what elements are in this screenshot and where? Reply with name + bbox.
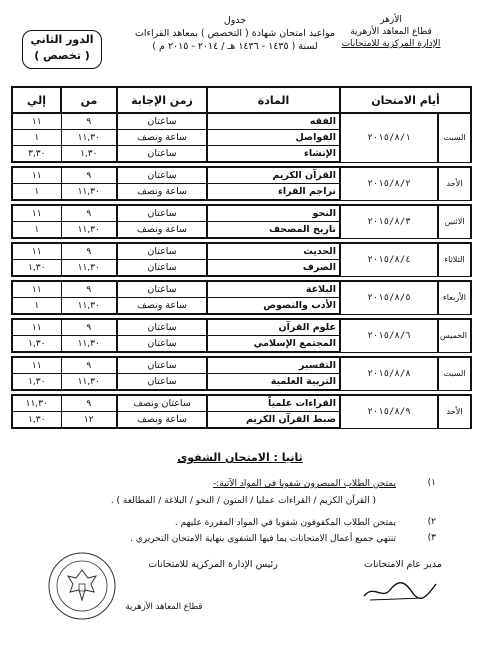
- header-from: من: [61, 87, 117, 113]
- from-time-cell: ٩: [61, 319, 117, 336]
- title-line-1: جدول: [223, 15, 247, 26]
- exam-date: ٢٠١٥/٨/٥: [340, 281, 438, 314]
- exam-day: الأحد: [438, 167, 471, 200]
- exam-date: ٢٠١٥/٨/٨: [340, 357, 438, 390]
- from-time-cell: ١١,٣٠: [61, 336, 117, 353]
- duration-cell: ساعتان: [117, 319, 207, 336]
- exam-round-label: الدور الثاني: [30, 33, 94, 46]
- from-time-cell: ١١,٣٠: [61, 130, 117, 146]
- exam-date: ٢٠١٥/٨/٢: [340, 167, 438, 200]
- duration-cell: ساعتان: [117, 146, 207, 163]
- from-time-cell: ٩: [61, 113, 117, 130]
- table-row: [12, 113, 471, 130]
- from-time-cell: ١١,٣٠: [61, 184, 117, 201]
- duration-cell: ساعتان: [117, 113, 207, 130]
- duration-cell: ساعة ونصف: [117, 298, 207, 315]
- to-time-cell: ١١: [12, 167, 61, 184]
- subject-cell: الأدب والنصوص: [207, 298, 340, 315]
- subject-cell: القرآن الكريم: [207, 167, 340, 184]
- from-time-cell: ١١,٣٠: [61, 260, 117, 277]
- subject-cell: الفواصل: [207, 130, 340, 146]
- duration-cell: ساعتان: [117, 167, 207, 184]
- table-row: [12, 243, 471, 260]
- to-time-cell: ١١,٣٠: [12, 395, 61, 412]
- duration-cell: ساعتان: [117, 260, 207, 277]
- subject-cell: الحديث: [207, 243, 340, 260]
- table-row: [12, 319, 471, 336]
- subject-cell: تراجم القراء: [207, 184, 340, 201]
- subject-cell: النحو: [207, 205, 340, 222]
- to-time-cell: ١١: [12, 281, 61, 298]
- duration-cell: ساعة ونصف: [117, 412, 207, 429]
- exam-day: الاثنين: [438, 205, 471, 238]
- to-time-cell: ١,٣٠: [12, 374, 61, 391]
- duration-cell: ساعتان: [117, 336, 207, 353]
- table-row: [12, 167, 471, 184]
- header-duration: زمن الإجابة: [117, 87, 207, 113]
- seal-sector-label: قطاع المعاهد الأزهرية: [125, 602, 203, 612]
- from-time-cell: ١,٣٠: [61, 146, 117, 163]
- to-time-cell: ١: [12, 130, 61, 146]
- schedule-body: [12, 113, 471, 428]
- from-time-cell: ١٢: [61, 412, 117, 429]
- from-time-cell: ٩: [61, 395, 117, 412]
- to-time-cell: ١١: [12, 243, 61, 260]
- exam-date: ٢٠١٥/٨/٣: [340, 205, 438, 238]
- subject-cell: تاريخ المصحف: [207, 222, 340, 239]
- subject-cell: علوم القرآن: [207, 319, 340, 336]
- document-title: [120, 14, 350, 53]
- subject-cell: الإنشاء: [207, 146, 340, 163]
- oral-item-1-number: ١): [427, 478, 436, 488]
- from-time-cell: ٩: [61, 205, 117, 222]
- exam-date: ٢٠١٥/٨/٦: [340, 319, 438, 352]
- issuer-line-2: قطاع المعاهد الأزهرية: [350, 27, 432, 37]
- issuer-line-1: الأزهر: [380, 15, 402, 25]
- duration-cell: ساعتان: [117, 205, 207, 222]
- to-time-cell: ١,٣٠: [12, 336, 61, 353]
- from-time-cell: ١١,٣٠: [61, 374, 117, 391]
- table-row: [12, 281, 471, 298]
- subject-cell: التفسير: [207, 357, 340, 374]
- title-line-2: مواعيد امتحان شهادة ( التخصص ) بمعاهد القراءات: [134, 28, 336, 39]
- subject-cell: القراءات علمياً: [207, 395, 340, 412]
- oral-item-2-number: ٢): [427, 517, 436, 527]
- exam-date: ٢٠١٥/٨/٩: [340, 395, 438, 428]
- exam-date: ٢٠١٥/٨/١: [340, 113, 438, 162]
- to-time-cell: ١,٣٠: [12, 260, 61, 277]
- exam-day: الثلاثاء: [438, 243, 471, 276]
- header-exam-days: أيام الامتحان: [340, 87, 471, 113]
- to-time-cell: ١١: [12, 205, 61, 222]
- duration-cell: ساعة ونصف: [117, 184, 207, 201]
- central-admin-head-title: رئيس الإدارة المركزية للامتحانات: [148, 559, 278, 570]
- schedule-table: [11, 86, 472, 429]
- to-time-cell: ١: [12, 184, 61, 201]
- subject-cell: ضبط القرآن الكريم: [207, 412, 340, 429]
- to-time-cell: ١: [12, 222, 61, 239]
- oral-item-1: يمتحن الطلاب المبصرون شفويا في المواد الآتية:-: [213, 479, 396, 489]
- subject-cell: التربية العلمية: [207, 374, 340, 391]
- exam-day: الخميس: [438, 319, 471, 352]
- oral-item-3: تنتهي جميع أعمال الامتحانات بما فيها الشفوي بنهاية الامتحان التحريري .: [129, 534, 396, 544]
- from-time-cell: ٩: [61, 357, 117, 374]
- oral-item-3-number: ٣): [427, 533, 436, 543]
- exam-day: السبت: [438, 113, 471, 162]
- exam-day: الأحد: [438, 395, 471, 428]
- from-time-cell: ٩: [61, 281, 117, 298]
- duration-cell: ساعتان: [117, 374, 207, 391]
- header-to: إلي: [12, 87, 61, 113]
- duration-cell: ساعتان: [117, 281, 207, 298]
- header-subject: المادة: [207, 87, 340, 113]
- duration-cell: ساعتان: [117, 357, 207, 374]
- duration-cell: ساعة ونصف: [117, 130, 207, 146]
- to-time-cell: ١١: [12, 113, 61, 130]
- from-time-cell: ١١,٣٠: [61, 222, 117, 239]
- to-time-cell: ٣,٣٠: [12, 146, 61, 163]
- title-line-3: لسنة ( ١٤٣٥ - ١٤٣٦ هـ / ٢٠١٤ - ٢٠١٥ م ): [152, 41, 318, 52]
- to-time-cell: ١١: [12, 357, 61, 374]
- from-time-cell: ٩: [61, 167, 117, 184]
- subject-cell: الصرف: [207, 260, 340, 277]
- exam-round-box: [22, 30, 102, 69]
- from-time-cell: ١١,٣٠: [61, 298, 117, 315]
- to-time-cell: ١١: [12, 319, 61, 336]
- subject-cell: الفقه: [207, 113, 340, 130]
- duration-cell: ساعتان ونصف: [117, 395, 207, 412]
- issuer-line-3: الإدارة المركزية للامتحانات: [341, 39, 441, 49]
- schedule-header-row: [12, 87, 471, 113]
- duration-cell: ساعة ونصف: [117, 222, 207, 239]
- exam-day: الأربعاء: [438, 281, 471, 314]
- from-time-cell: ٩: [61, 243, 117, 260]
- general-director-title: مدير عام الامتحانات: [364, 559, 442, 570]
- exam-day: السبت: [438, 357, 471, 390]
- table-row: [12, 205, 471, 222]
- exam-date: ٢٠١٥/٨/٤: [340, 243, 438, 276]
- duration-cell: ساعتان: [117, 243, 207, 260]
- table-row: [12, 357, 471, 374]
- oral-item-1-subjects: ( القرآن الكريم / القراءات عمليا / المتون / النحو / البلاغة / المطالعة ) .: [110, 496, 376, 506]
- subject-cell: البلاغة: [207, 281, 340, 298]
- exam-round-type: ( تخصص ): [34, 49, 90, 62]
- table-row: [12, 395, 471, 412]
- to-time-cell: ١: [12, 298, 61, 315]
- to-time-cell: ١,٣٠: [12, 412, 61, 429]
- oral-exam-title: ثانيا : الامتحان الشفوى: [177, 451, 303, 464]
- oral-item-2: يمتحن الطلاب المكفوفون شفويا في المواد المقررة عليهم .: [174, 518, 396, 528]
- subject-cell: المجتمع الإسلامي: [207, 336, 340, 353]
- general-director-signature: [360, 576, 440, 606]
